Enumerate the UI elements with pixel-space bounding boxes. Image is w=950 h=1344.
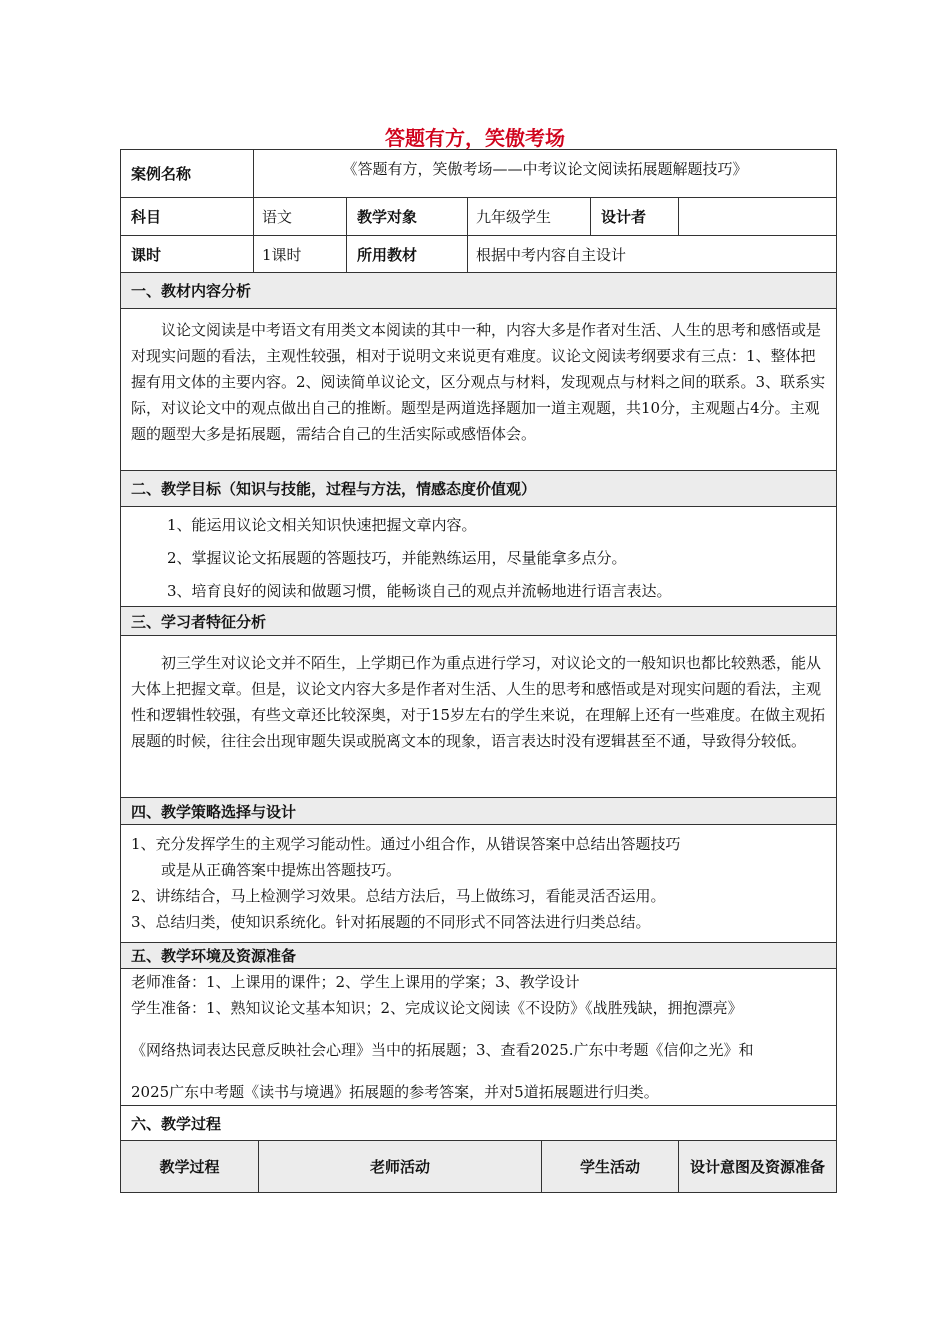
case-name-value: 《答题有方，笑傲考场——中考议论文阅读拓展题解题技巧》 (253, 149, 837, 198)
subject-value: 语文 (253, 197, 347, 236)
material-label: 所用教材 (346, 235, 468, 273)
section-3-text: 初三学生对议论文并不陌生，上学期已作为重点进行学习，对议论文的一般知识也都比较熟悉，能从大体上把握文章。但是，议论文内容大多是作者对生活、人生的思考和感悟或是对现实问题的看法，主观性和逻辑性较强，有些文章还比较深奥，对于15岁左右的学生来说，在理解上还有一些难度。在做主观拓展题的时候，往往会出现审题失误或脱离文本的现象，语言表达时没有逻辑甚至不通，导致得分较低。 (131, 654, 826, 750)
goal-item: 2、掌握议论文拓展题的答题技巧，并能熟练运用，尽量能拿多点分。 (167, 549, 627, 567)
process-col-header: 教学过程 (120, 1140, 259, 1193)
designer-value (678, 197, 837, 236)
hours-value: 1课时 (253, 235, 347, 273)
strategy-item: 或是从正确答案中提炼出答题技巧。 (161, 861, 402, 879)
section-2-body (120, 506, 837, 607)
subject-label: 科目 (120, 197, 254, 236)
case-name-label: 案例名称 (120, 149, 254, 198)
section-1-text: 议论文阅读是中考语文有用类文本阅读的其中一种，内容大多是作者对生活、人生的思考和感悟或是对现实问题的看法，主观性较强，相对于说明文来说更有难度。议论文阅读考纲要求有三点：1、整体把握有用文体的主要内容。2、阅读简单议论文，区分观点与材料，发现观点与材料之间的联系。3、联系实际，对议论文中的观点做出自己的推断。题型是两道选择题加一道主观题，共10分，主观题占4分。主观题的题型大多是拓展题，需结合自己的生活实际或感悟体会。 (131, 321, 826, 443)
target-value: 九年级学生 (467, 197, 591, 236)
goal-item: 3、培育良好的阅读和做题习惯，能畅谈自己的观点并流畅地进行语言表达。 (167, 582, 672, 600)
resource-line: 2025广东中考题《读书与境遇》拓展题的参考答案，并对5道拓展题进行归类。 (131, 1083, 659, 1101)
section-6-header: 六、教学过程 (120, 1105, 837, 1141)
strategy-item: 3、总结归类，使知识系统化。针对拓展题的不同形式不同答法进行归类总结。 (131, 913, 651, 931)
designer-label: 设计者 (590, 197, 679, 236)
target-label: 教学对象 (346, 197, 468, 236)
section-3-body (120, 635, 837, 798)
section-5-body (120, 968, 837, 1106)
document-title: 答题有方，笑傲考场 (385, 126, 565, 150)
strategy-item: 2、讲练结合，马上检测学习效果。总结方法后，马上做练习，看能灵活否运用。 (131, 887, 666, 905)
strategy-item: 1、充分发挥学生的主观学习能动性。通过小组合作，从错误答案中总结出答题技巧 (131, 835, 681, 853)
goal-item: 1、能运用议论文相关知识快速把握文章内容。 (167, 516, 477, 534)
section-1-body (120, 308, 837, 471)
resource-line: 学生准备：1、熟知议论文基本知识；2、完成议论文阅读《不设防》《战胜残缺，拥抱漂亮》 (131, 999, 743, 1017)
section-4-header: 四、教学策略选择与设计 (120, 797, 837, 825)
hours-label: 课时 (120, 235, 254, 273)
intent-col-header: 设计意图及资源准备 (678, 1140, 837, 1193)
student-col-header: 学生活动 (541, 1140, 679, 1193)
resource-line: 老师准备：1、上课用的课件；2、学生上课用的学案；3、教学设计 (131, 973, 580, 991)
teacher-col-header: 老师活动 (258, 1140, 542, 1193)
resource-line: 《网络热词表达民意反映社会心理》当中的拓展题；3、查看2025.广东中考题《信仰之光》和 (131, 1041, 754, 1059)
section-3-header: 三、学习者特征分析 (120, 606, 837, 636)
section-1-header: 一、教材内容分析 (120, 272, 837, 309)
section-5-header: 五、教学环境及资源准备 (120, 942, 837, 969)
material-value: 根据中考内容自主设计 (467, 235, 837, 273)
section-2-header: 二、教学目标（知识与技能，过程与方法，情感态度价值观） (120, 470, 837, 507)
section-4-body (120, 824, 837, 943)
